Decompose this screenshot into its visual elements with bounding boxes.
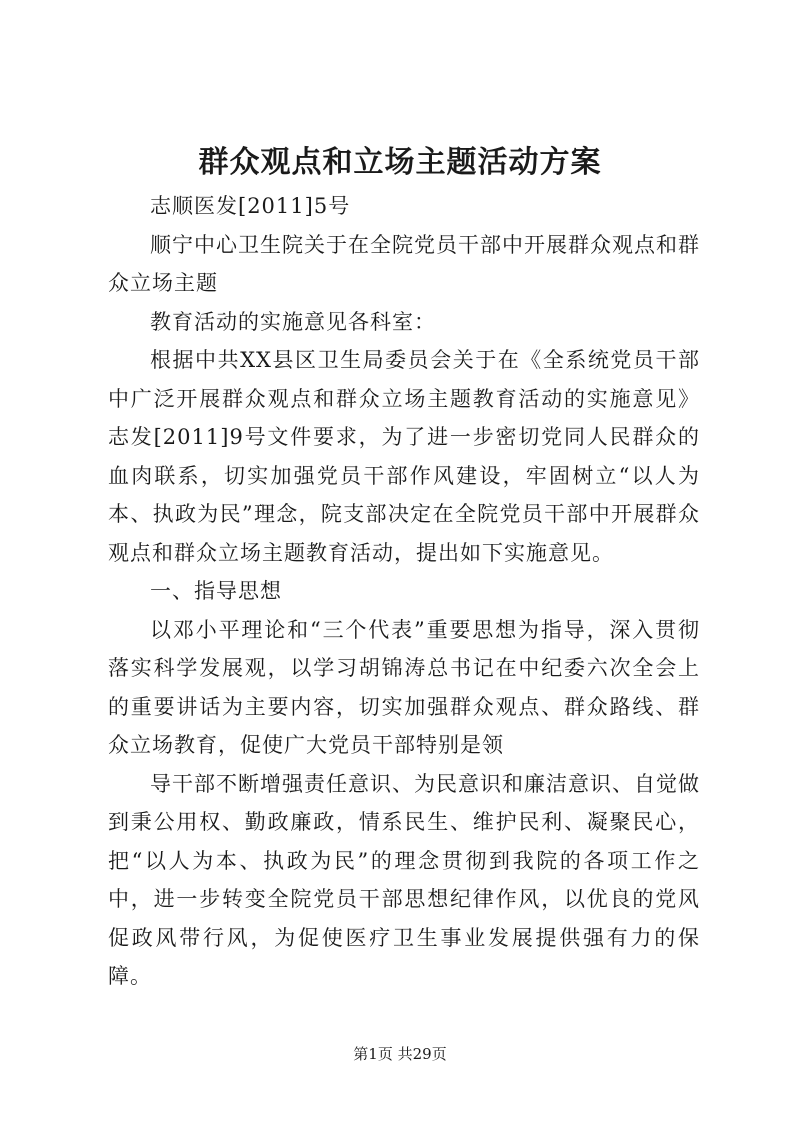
page-footer: 第1页 共29页 bbox=[353, 1045, 447, 1063]
body-paragraph: 导干部不断增强责任意识、为民意识和廉洁意识、自觉做到秉公用权、勤政廉政，情系民生、维护民利、凝聚民心，把“以人为本、执政为民”的理念贯彻到我院的各项工作之中，进一步转变全院党员干部思想纪律作风，以优良的党风促政风带行风，为促使医疗卫生事业发展提供强有力的保障。 bbox=[108, 771, 700, 988]
body-paragraph: 顺宁中心卫生院关于在全院党员干部中开展群众观点和群众立场主题 bbox=[108, 232, 700, 295]
document-number: 志顺医发[2011]5号 bbox=[150, 194, 351, 218]
document-body bbox=[108, 187, 700, 996]
body-paragraph: 以邓小平理论和“三个代表”重要思想为指导，深入贯彻落实科学发展观，以学习胡锦涛总书记在中纪委六次全会上的重要讲话为主要内容，切实加强群众观点、群众路线、群众立场教育，促使广大党员干部特别是领 bbox=[108, 617, 700, 757]
document-title: 群众观点和立场主题活动方案 bbox=[198, 145, 602, 180]
body-paragraph: 根据中共XX县区卫生局委员会关于在《全系统党员干部中广泛开展群众观点和群众立场主题教育活动的实施意见》志发[2011]9号文件要求，为了进一步密切党同人民群众的血肉联系，切实加强党员干部作风建设，牢固树立“以人为本、执政为民”理念，院支部决定在全院党员干部中开展群众观点和群众立场主题教育活动，提出如下实施意见。 bbox=[108, 348, 700, 565]
body-paragraph: 教育活动的实施意见各科室： bbox=[150, 309, 436, 334]
section-heading: 一、指导思想 bbox=[150, 579, 282, 603]
